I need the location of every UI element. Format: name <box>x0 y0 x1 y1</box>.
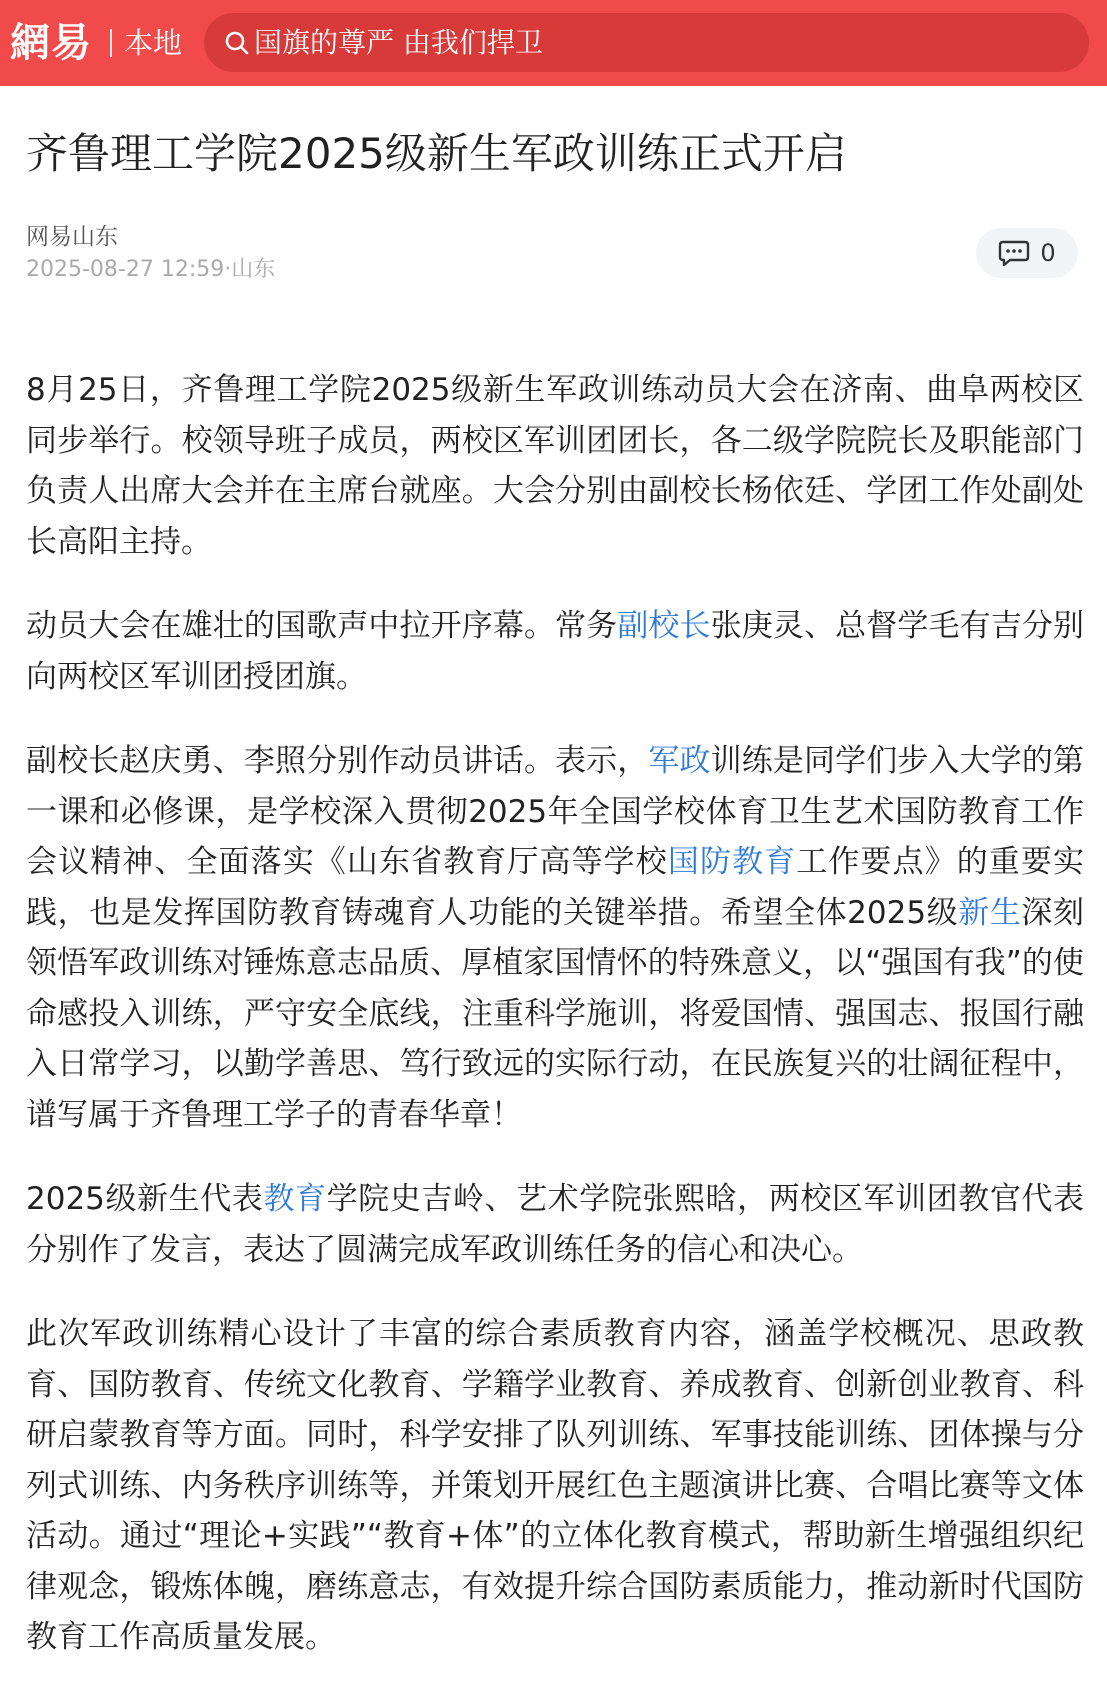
article-paragraph <box>26 1309 1084 1663</box>
paragraph-text: 训练是同学们步入大学的第一课和必修课，是学校深入贯彻2025年全国学校体育卫生艺术国防教育工作会议精神、全面落实《山东省教育厅高等学校 <box>26 743 1085 880</box>
article-paragraph <box>26 365 1084 567</box>
keyword-link[interactable]: 新生 <box>958 894 1022 931</box>
comment-button[interactable] <box>976 228 1078 278</box>
keyword-link[interactable]: 教育 <box>263 1181 327 1217</box>
paragraph-text: 此次军政训练精心设计了丰富的综合素质教育内容，涵盖学校概况、思政教育、国防教育、传统文化教育、学籍学业教育、养成教育、创新创业教育、科研启蒙教育等方面。同时，科学安排了队列训练、军事技能训练、团体操与分列式训练、内务秩序训练等，并策划开展红色主题演讲比赛、合唱比赛等文体活动。通过“理论+实践”“教育+体”的立体化教育模式，帮助新生增强组织纪律观念，锻炼体魄，磨练意志，有效提升综合国防素质能力，推动新时代国防教育工作高质量发展。 <box>26 1316 1084 1655</box>
article-body <box>26 365 1084 1697</box>
channel-local-label[interactable]: 本地 <box>124 25 183 60</box>
comment-count: 0 <box>1040 239 1056 267</box>
paragraph-text: 学院史吉岭、艺术学院张熙晗，两校区军训团教官代表分别作了发言，表达了圆满完成军政训练任务的信心和决心。 <box>26 1181 1084 1268</box>
search-placeholder: 国旗的尊严 由我们捍卫 <box>254 25 543 59</box>
comment-icon <box>998 239 1030 267</box>
article-paragraph <box>26 736 1084 1140</box>
paragraph-text: 副校长赵庆勇、李照分别作动员讲话。表示， <box>26 743 649 779</box>
paragraph-text: 8月25日，齐鲁理工学院2025级新生军政训练动员大会在济南、曲阜两校区同步举行。校领导班子成员，两校区军训团团长，各二级学院院长及职能部门负责人出席大会并在主席台就座。大会分别由副校长杨依廷、学团工作处副处长高阳主持。 <box>26 372 1084 560</box>
keyword-link[interactable]: 军政 <box>648 743 711 779</box>
article-source[interactable]: 网易山东 <box>26 224 118 250</box>
logo-divider <box>110 29 112 57</box>
top-nav-bar <box>0 0 1107 86</box>
paragraph-text: 工作要点》的重要实践，也是发挥国防教育铸魂育人功能的关键举措。希望全体2025级 <box>26 844 1084 931</box>
paragraph-text: 张庚灵、总督学毛有吉分别向两校区军训团授团旗。 <box>26 608 1085 695</box>
paragraph-text: 2025级新生代表 <box>26 1181 264 1217</box>
keyword-link[interactable]: 国防教育 <box>667 844 797 880</box>
article-meta: 2025-08-27 12:59·山东 <box>26 257 276 282</box>
article-paragraph <box>26 1174 1084 1275</box>
paragraph-text: 深刻领悟军政训练对锤炼意志品质、厚植家国情怀的特殊意义，以“强国有我”的使命感投入训练，严守安全底线，注重科学施训，将爱国情、强国志、报国行融入日常学习，以勤学善思、笃行致远的实际行动，在民族复兴的壮阔征程中，谱写属于齐鲁理工学子的青春华章！ <box>26 894 1085 1133</box>
article-title: 齐鲁理工学院2025级新生军政训练正式开启 <box>26 129 847 178</box>
article-paragraph <box>26 601 1084 702</box>
search-bar[interactable] <box>204 13 1089 72</box>
netease-logo[interactable]: 網易 <box>10 19 92 66</box>
search-icon <box>224 30 250 56</box>
paragraph-text: 动员大会在雄壮的国歌声中拉开序幕。常务 <box>26 608 618 644</box>
keyword-link[interactable]: 副校长 <box>617 608 711 644</box>
